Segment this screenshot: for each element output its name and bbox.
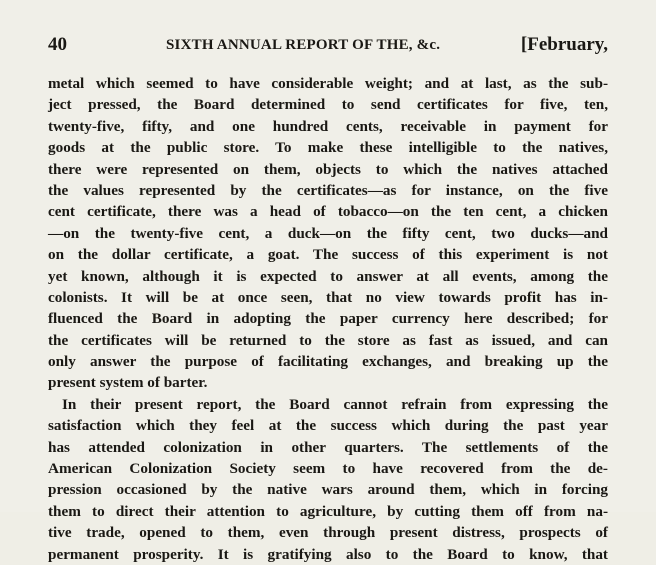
text-line: goods at the public store. To make these intelligible to the natives, [48,139,608,157]
text-line: permanent prosperity. It is gratifying also to the Board to know, that [48,545,608,563]
text-line: has attended colonization in other quarters. The settlements of the [48,438,608,456]
text-line: American Colonization Society seem to have recovered from the de- [48,460,608,478]
paragraph-2 [48,394,608,565]
text-line: —on the twenty-five cent, a duck—on the fifty cent, two ducks—and [48,224,608,242]
text-line: them to direct their attention to agriculture, by cutting them off from na- [48,502,608,520]
text-line: on the dollar certificate, a goat. The success of this experiment is not [48,246,608,264]
text-line: colonists. It will be at once seen, that no view towards profit has in- [48,288,608,306]
text-line: the values represented by the certificates—as for instance, on the five [48,181,608,199]
text-line: present system of barter. [48,374,208,392]
text-line: metal which seemed to have considerable weight; and at last, as the sub- [48,75,608,92]
text-line: satisfaction which they feel at the success which during the past year [48,417,608,435]
text-line: only answer the purpose of facilitating exchanges, and breaking up the [48,353,608,371]
running-month: [February, [520,34,608,55]
text-line: there were represented on them, objects to which the natives attached [48,160,608,178]
text-line: pression occasioned by the native wars around them, which in forcing [48,481,608,499]
text-line: the certificates will be returned to the store as fast as issued, and can [48,331,608,349]
text-line: fluenced the Board in adopting the paper currency here described; for [48,310,608,328]
text-line: cent certificate, there was a head of tobacco—on the ten cent, a chicken [48,203,608,221]
text-line: ject pressed, the Board determined to send certificates for five, ten, [48,96,608,114]
text-line: yet known, although it is expected to answer at all events, among the [48,267,608,285]
text-line: In their present report, the Board cannot refrain from expressing the [62,395,608,413]
page-number: 40 [48,34,67,55]
body-text [48,73,608,565]
running-title: SIXTH ANNUAL REPORT OF THE, &c. [166,37,441,53]
text-line: twenty-five, fifty, and one hundred cents, receivable in payment for [48,117,608,135]
running-head [48,34,608,60]
text-line: tive trade, opened to them, even through present distress, prospects of [48,524,608,542]
paragraph-1 [48,73,608,394]
